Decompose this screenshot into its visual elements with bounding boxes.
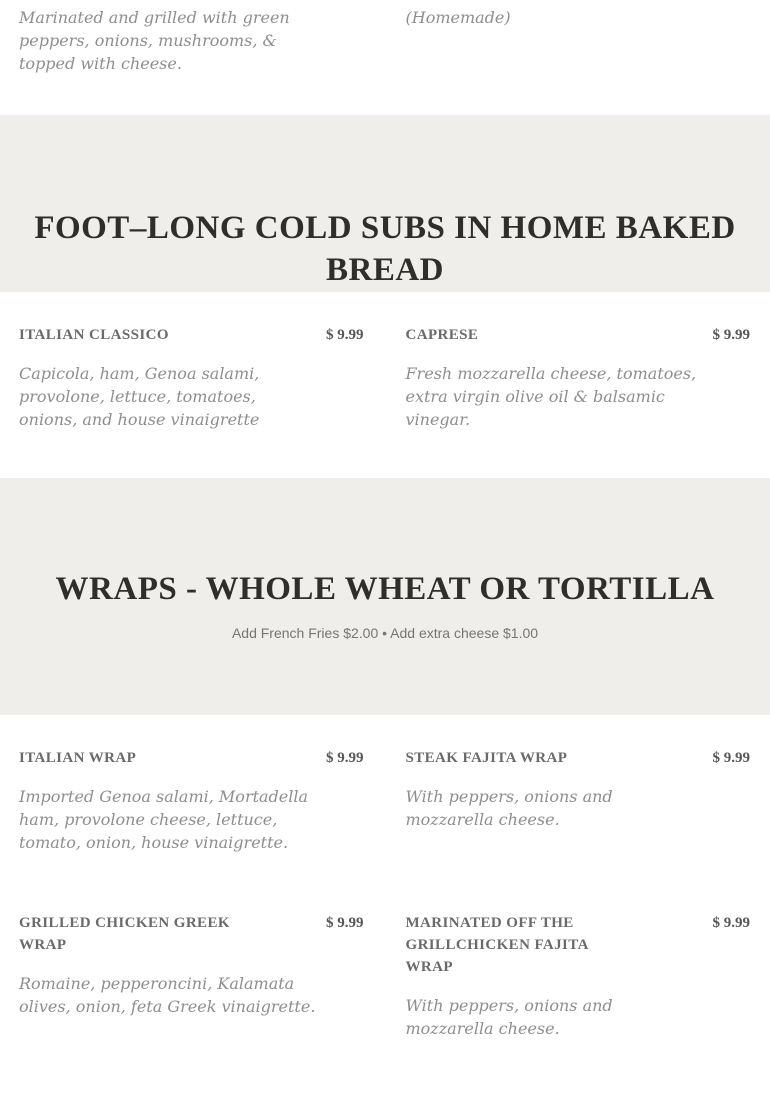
menu-item-header <box>406 747 751 769</box>
menu-item-name: ITALIAN CLASSICO <box>19 327 169 343</box>
section-banner-wraps <box>0 478 770 715</box>
menu-item-header <box>19 912 364 956</box>
menu-item-name: STEAK FAJITA WRAP <box>405 750 568 766</box>
menu-item <box>406 912 751 1040</box>
menu-item-description: Romaine, pepperoncini, Kalamata olives, onion, feta Greek vinaigrette. <box>19 974 316 1016</box>
menu-item-description: With peppers, onions and mozzarella cheese. <box>405 996 613 1038</box>
section-title: WRAPS - WHOLE WHEAT OR TORTILLA <box>55 571 715 607</box>
menu-item-description: (Homemade) <box>405 8 511 27</box>
menu-item-header <box>406 324 751 346</box>
menu-item-name: ITALIAN WRAP <box>19 750 137 766</box>
menu-section-wraps <box>0 715 770 1113</box>
menu-item-description: Fresh mozzarella cheese, tomatoes, extra virgin olive oil & balsamic vinegar. <box>405 364 697 429</box>
menu-item-header <box>19 324 364 346</box>
menu-item-header <box>19 747 364 769</box>
menu-item <box>406 324 751 431</box>
section-subtitle: Add French Fries $2.00 • Add extra cheese $1.00 <box>231 625 539 641</box>
menu-item <box>19 747 364 854</box>
top-partial-row <box>0 0 770 115</box>
menu-item-description: With peppers, onions and mozzarella cheese. <box>405 787 613 829</box>
menu-item-name: CAPRESE <box>405 327 479 343</box>
menu-item <box>406 747 751 854</box>
menu-item-description: Capicola, ham, Genoa salami, provolone, lettuce, tomatoes, onions, and house vinaigrette <box>19 364 260 429</box>
section-banner-cold-subs <box>0 115 770 292</box>
menu-item-price: $ 9.99 <box>326 750 364 766</box>
menu-section-cold-subs <box>0 292 770 478</box>
menu-item-name: MARINATED OFF THE GRILLCHICKEN FAJITA WRAP <box>405 915 588 975</box>
menu-item <box>19 912 364 1040</box>
menu-item-name: GRILLED CHICKEN GREEK WRAP <box>19 915 230 953</box>
menu-item-price: $ 9.99 <box>326 915 364 931</box>
menu-item-header <box>406 912 751 978</box>
menu-item <box>19 324 364 431</box>
menu-item-price: $ 9.99 <box>712 750 750 766</box>
menu-item-price: $ 9.99 <box>326 327 364 343</box>
menu-item-description: Imported Genoa salami, Mortadella ham, provolone cheese, lettuce, tomato, onion, house vinaigrette. <box>19 787 309 852</box>
menu-item-price: $ 9.99 <box>712 327 750 343</box>
menu-item-price: $ 9.99 <box>712 915 750 931</box>
menu-item-description: Marinated and grilled with green peppers, onions, mushrooms, & topped with cheese. <box>19 8 290 73</box>
section-title: FOOT–LONG COLD SUBS IN HOME BAKED BREAD <box>34 210 736 288</box>
